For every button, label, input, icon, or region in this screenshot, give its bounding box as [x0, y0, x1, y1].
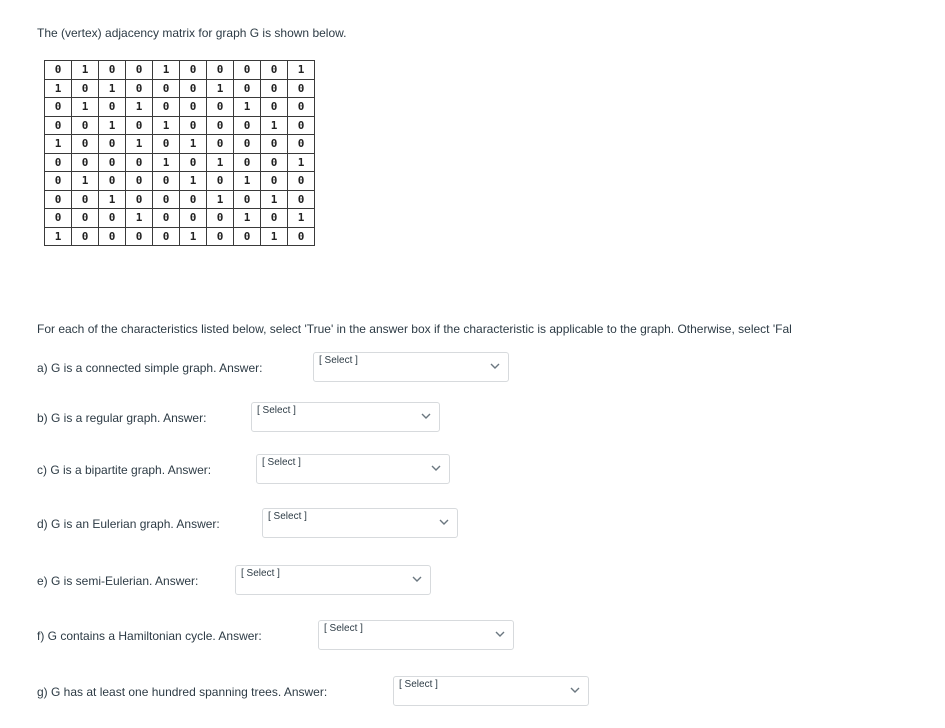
matrix-cell: 0 [99, 98, 126, 117]
matrix-cell: 0 [234, 61, 261, 80]
matrix-cell: 1 [126, 209, 153, 228]
matrix-row [45, 153, 315, 172]
matrix-cell: 0 [126, 227, 153, 246]
matrix-cell: 0 [234, 190, 261, 209]
matrix-cell: 0 [126, 172, 153, 191]
question-text: d) G is an Eulerian graph. Answer: [37, 517, 220, 531]
matrix-cell: 1 [153, 61, 180, 80]
matrix-cell: 0 [207, 209, 234, 228]
matrix-cell: 0 [99, 135, 126, 154]
matrix-cell: 1 [261, 227, 288, 246]
answer-select-f[interactable] [318, 620, 514, 650]
matrix-cell: 0 [180, 98, 207, 117]
matrix-cell: 0 [234, 135, 261, 154]
matrix-cell: 0 [45, 61, 72, 80]
matrix-cell: 0 [153, 172, 180, 191]
matrix-cell: 0 [126, 153, 153, 172]
matrix-cell: 1 [207, 190, 234, 209]
question-text: g) G has at least one hundred spanning trees. Answer: [37, 685, 328, 699]
select-value: [ Select ] [319, 355, 358, 366]
matrix-row [45, 116, 315, 135]
matrix-cell: 0 [180, 61, 207, 80]
matrix-cell: 0 [99, 209, 126, 228]
matrix-cell: 0 [153, 98, 180, 117]
matrix-cell: 0 [126, 79, 153, 98]
matrix-cell: 0 [153, 190, 180, 209]
matrix-cell: 1 [234, 209, 261, 228]
question-text: f) G contains a Hamiltonian cycle. Answer: [37, 629, 262, 643]
matrix-cell: 0 [261, 209, 288, 228]
matrix-cell: 1 [180, 172, 207, 191]
chevron-down-icon [412, 575, 422, 583]
matrix-cell: 0 [153, 227, 180, 246]
matrix-cell: 0 [288, 135, 315, 154]
matrix-cell: 0 [207, 172, 234, 191]
matrix-cell: 1 [99, 190, 126, 209]
matrix-cell: 0 [45, 116, 72, 135]
answer-select-g[interactable] [393, 676, 589, 706]
answer-select-d[interactable] [262, 508, 458, 538]
matrix-cell: 0 [180, 209, 207, 228]
matrix-cell: 0 [207, 116, 234, 135]
question-text: a) G is a connected simple graph. Answer: [37, 361, 263, 375]
matrix-cell: 0 [261, 79, 288, 98]
matrix-cell: 0 [261, 172, 288, 191]
matrix-cell: 0 [234, 153, 261, 172]
select-value: [ Select ] [324, 623, 363, 634]
matrix-cell: 0 [72, 135, 99, 154]
matrix-row [45, 172, 315, 191]
select-value: [ Select ] [241, 568, 280, 579]
matrix-cell: 1 [72, 172, 99, 191]
matrix-cell: 0 [126, 61, 153, 80]
select-value: [ Select ] [257, 405, 296, 416]
matrix-cell: 0 [72, 79, 99, 98]
matrix-cell: 0 [45, 153, 72, 172]
matrix-cell: 0 [234, 79, 261, 98]
matrix-row [45, 98, 315, 117]
matrix-cell: 1 [288, 153, 315, 172]
matrix-cell: 0 [45, 98, 72, 117]
matrix-row [45, 61, 315, 80]
adjacency-matrix [44, 60, 315, 246]
matrix-cell: 1 [99, 79, 126, 98]
matrix-cell: 0 [288, 190, 315, 209]
matrix-cell: 1 [99, 116, 126, 135]
matrix-cell: 0 [45, 172, 72, 191]
matrix-cell: 0 [126, 116, 153, 135]
matrix-cell: 0 [261, 61, 288, 80]
matrix-cell: 0 [261, 98, 288, 117]
intro-text: The (vertex) adjacency matrix for graph G is shown below. [37, 26, 347, 40]
chevron-down-icon [570, 686, 580, 694]
matrix-cell: 0 [72, 209, 99, 228]
matrix-row [45, 209, 315, 228]
matrix-cell: 1 [207, 79, 234, 98]
matrix-cell: 0 [99, 61, 126, 80]
matrix-row [45, 190, 315, 209]
chevron-down-icon [431, 464, 441, 472]
matrix-cell: 0 [288, 79, 315, 98]
matrix-cell: 1 [180, 135, 207, 154]
answer-select-c[interactable] [256, 454, 450, 484]
matrix-cell: 1 [126, 135, 153, 154]
question-text: c) G is a bipartite graph. Answer: [37, 463, 212, 477]
chevron-down-icon [490, 362, 500, 370]
matrix-cell: 1 [45, 135, 72, 154]
answer-select-b[interactable] [251, 402, 440, 432]
matrix-cell: 0 [207, 227, 234, 246]
matrix-cell: 0 [45, 190, 72, 209]
question-text: e) G is semi-Eulerian. Answer: [37, 574, 199, 588]
matrix-cell: 0 [72, 153, 99, 172]
matrix-cell: 0 [180, 153, 207, 172]
matrix-row [45, 227, 315, 246]
matrix-cell: 0 [180, 79, 207, 98]
matrix-cell: 1 [153, 116, 180, 135]
matrix-cell: 0 [261, 153, 288, 172]
select-value: [ Select ] [268, 511, 307, 522]
matrix-cell: 1 [261, 190, 288, 209]
chevron-down-icon [495, 630, 505, 638]
matrix-cell: 0 [288, 116, 315, 135]
matrix-cell: 1 [45, 227, 72, 246]
matrix-cell: 1 [288, 209, 315, 228]
matrix-cell: 0 [288, 227, 315, 246]
matrix-cell: 0 [180, 190, 207, 209]
select-value: [ Select ] [262, 457, 301, 468]
matrix-cell: 0 [234, 116, 261, 135]
matrix-cell: 1 [180, 227, 207, 246]
matrix-cell: 0 [207, 98, 234, 117]
instructions-text: For each of the characteristics listed below, select 'True' in the answer box if the characteristic is applicable to the graph. Otherwise, select 'Fal [37, 322, 792, 336]
matrix-cell: 0 [153, 79, 180, 98]
matrix-cell: 1 [207, 153, 234, 172]
matrix-cell: 1 [72, 98, 99, 117]
matrix-cell: 0 [234, 227, 261, 246]
answer-select-e[interactable] [235, 565, 431, 595]
matrix-cell: 0 [207, 135, 234, 154]
answer-select-a[interactable] [313, 352, 509, 382]
matrix-cell: 0 [45, 209, 72, 228]
matrix-cell: 0 [153, 135, 180, 154]
matrix-cell: 0 [72, 227, 99, 246]
matrix-cell: 0 [99, 153, 126, 172]
matrix-cell: 0 [72, 116, 99, 135]
matrix-cell: 1 [45, 79, 72, 98]
matrix-cell: 0 [99, 227, 126, 246]
matrix-row [45, 79, 315, 98]
select-value: [ Select ] [399, 679, 438, 690]
matrix-cell: 0 [288, 172, 315, 191]
matrix-cell: 0 [180, 116, 207, 135]
matrix-cell: 1 [126, 98, 153, 117]
matrix-row [45, 135, 315, 154]
matrix-cell: 1 [261, 116, 288, 135]
matrix-cell: 0 [261, 135, 288, 154]
matrix-cell: 0 [72, 190, 99, 209]
matrix-cell: 0 [288, 98, 315, 117]
matrix-cell: 0 [207, 61, 234, 80]
matrix-cell: 1 [234, 98, 261, 117]
matrix-cell: 0 [99, 172, 126, 191]
question-text: b) G is a regular graph. Answer: [37, 411, 207, 425]
matrix-cell: 1 [72, 61, 99, 80]
matrix-cell: 0 [126, 190, 153, 209]
matrix-cell: 1 [288, 61, 315, 80]
matrix-cell: 1 [234, 172, 261, 191]
chevron-down-icon [421, 412, 431, 420]
matrix-cell: 0 [153, 209, 180, 228]
matrix-cell: 1 [153, 153, 180, 172]
chevron-down-icon [439, 518, 449, 526]
